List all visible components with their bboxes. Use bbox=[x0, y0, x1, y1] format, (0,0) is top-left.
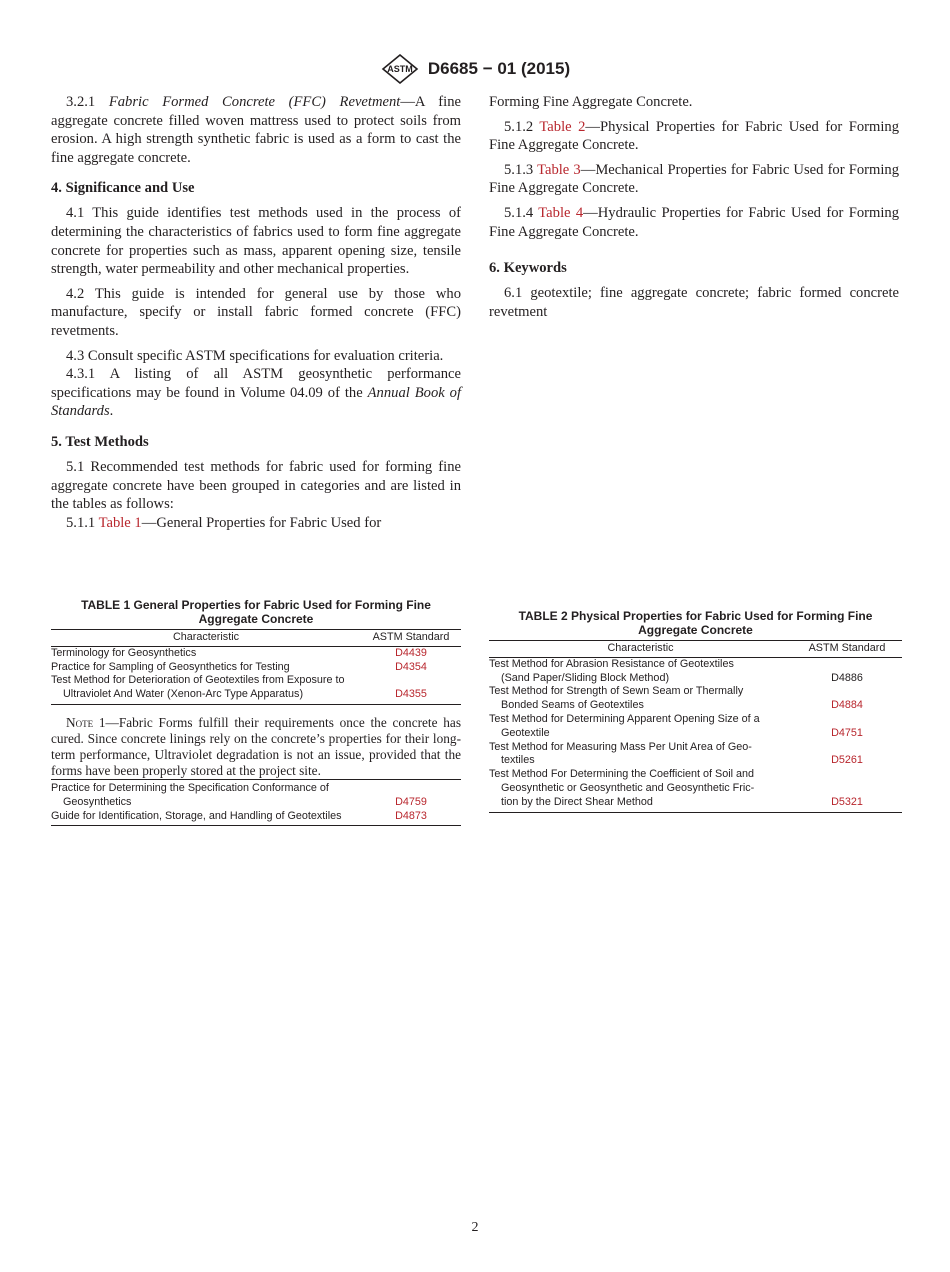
standard-link[interactable]: D4759 bbox=[361, 779, 461, 809]
paragraph-6-1: 6.1 geotextile; fine aggregate concrete; fabric formed concrete revetment bbox=[489, 285, 899, 320]
table-row: Test Method For Determining the Coefficient of Soil and Geosynthetic or Geosynthetic and Geosynthetic Fric- tion by the Direct Shear Method D5321 bbox=[489, 768, 902, 812]
standard-link[interactable]: D4884 bbox=[831, 699, 863, 712]
right-column bbox=[489, 93, 899, 321]
table-row: Test Method for Abrasion Resistance of Geotextiles (Sand Paper/Sliding Block Method) D4886 bbox=[489, 657, 902, 685]
standard-link[interactable]: D4751 bbox=[831, 726, 863, 739]
paragraph-5-1-1: 5.1.1 Table 1—General Properties for Fabric Used for bbox=[66, 514, 382, 531]
document-designation: D6685 − 01 (2015) bbox=[427, 59, 571, 78]
paragraph-5-1-1-continued: Forming Fine Aggregate Concrete. bbox=[489, 94, 693, 110]
section-4-heading: 4. Significance and Use bbox=[51, 180, 195, 197]
paragraph-4-3: 4.3 Consult specific ASTM specifications for evaluation criteria. bbox=[66, 347, 444, 364]
page-number: 2 bbox=[471, 1220, 479, 1235]
table-1-link[interactable]: Table 1 bbox=[98, 514, 142, 531]
table-1-grid-continued bbox=[51, 779, 461, 826]
table-1-grid bbox=[51, 629, 461, 705]
standard-text: D4886 bbox=[831, 671, 863, 684]
table-2-link[interactable]: Table 2 bbox=[539, 118, 586, 135]
standard-link[interactable]: D4355 bbox=[361, 674, 461, 704]
table-1-caption: TABLE 1 General Properties for Fabric Used for Forming Fine Aggregate Concrete bbox=[81, 598, 431, 626]
paragraph-4-2: 4.2 This guide is intended for general use by those who manufacture, specify or install fabric formed concrete (FFC) revetments. bbox=[51, 285, 461, 339]
section-6-heading: 6. Keywords bbox=[489, 260, 567, 277]
table-row: Practice for Sampling of Geosynthetics for Testing D4354 bbox=[51, 661, 461, 675]
standard-link[interactable]: D4439 bbox=[395, 646, 427, 659]
paragraph-5-1: 5.1 Recommended test methods for fabric used for forming fine aggregate concrete have been grouped in categories and are listed in the tables as follows: bbox=[51, 458, 461, 513]
table-row: Test Method for Deterioration of Geotextiles from Exposure to Ultraviolet And Water (Xenon-Arc Type Apparatus) D4355 bbox=[51, 674, 461, 704]
paragraph-5-1-2: 5.1.2 Table 2—Physical Properties for Fabric Used for Forming Fine Aggregate Concrete. bbox=[489, 118, 899, 154]
table-2-header-characteristic: Characteristic bbox=[489, 641, 792, 658]
paragraph-3-2-1: 3.2.1 Fabric Formed Concrete (FFC) Revetment—A fine aggregate concrete filled woven mattress used to protect soils from erosion. A high strength synthetic fabric is used as a form to cast the fine aggregate concrete. bbox=[51, 94, 461, 166]
table-2 bbox=[489, 609, 902, 813]
page-header bbox=[0, 54, 950, 84]
table-1 bbox=[51, 598, 461, 826]
paragraph-5-1-3: 5.1.3 Table 3—Mechanical Properties for Fabric Used for Forming Fine Aggregate Concrete. bbox=[489, 161, 900, 197]
standard-link[interactable]: D4873 bbox=[361, 810, 461, 826]
table-1-note: Note 1—Fabric Forms fulfill their requirements once the concrete has cured. Since concrete linings rely on the concrete’s properties for their long-term performance, Ultraviolet degradation is not an issue, provided that the forms have been properly stored at the project site. bbox=[51, 714, 462, 778]
table-4-link[interactable]: Table 4 bbox=[538, 204, 584, 221]
paragraph-4-1: 4.1 This guide identifies test methods used in the process of determining the characteristics of fabrics used to form fine aggregate concrete for properties such as mass, apparent opening size, tensile strength, water permeability and other mechanical properties. bbox=[51, 205, 461, 278]
table-3-link[interactable]: Table 3 bbox=[537, 161, 581, 178]
table-row: Guide for Identification, Storage, and Handling of Geotextiles D4873 bbox=[51, 810, 461, 826]
astm-logo-icon bbox=[380, 54, 420, 84]
table-row: Practice for Determining the Specification Conformance of Geosynthetics D4759 bbox=[51, 779, 461, 809]
table-row: Test Method for Strength of Sewn Seam or Thermally Bonded Seams of Geotextiles D4884 bbox=[489, 685, 902, 713]
table-row: Test Method for Measuring Mass Per Unit Area of Geo- textiles D5261 bbox=[489, 741, 902, 769]
svg-text:ASTM: ASTM bbox=[387, 64, 413, 74]
table-2-header-standard: ASTM Standard bbox=[792, 641, 902, 658]
standard-link[interactable]: D4354 bbox=[395, 660, 427, 673]
table-1-header-standard: ASTM Standard bbox=[361, 630, 461, 647]
table-1-header-characteristic: Characteristic bbox=[51, 630, 361, 647]
standard-link[interactable]: D5261 bbox=[831, 754, 863, 767]
table-2-grid bbox=[489, 640, 902, 813]
table-row: Terminology for Geosynthetics D4439 bbox=[51, 646, 461, 660]
section-5-heading: 5. Test Methods bbox=[51, 433, 149, 450]
standard-link[interactable]: D5321 bbox=[792, 768, 902, 812]
table-row: Test Method for Determining Apparent Opening Size of a Geotextile D4751 bbox=[489, 713, 902, 741]
paragraph-4-3-1: 4.3.1 A listing of all ASTM geosynthetic performance specifications may be found in Volume 04.09 of the Annual Book of Standards. bbox=[51, 366, 461, 420]
left-column bbox=[51, 93, 461, 532]
paragraph-5-1-4: 5.1.4 Table 4—Hydraulic Properties for Fabric Used for Forming Fine Aggregate Concrete. bbox=[489, 204, 899, 240]
table-2-caption: TABLE 2 Physical Properties for Fabric Used for Forming Fine Aggregate Concrete bbox=[518, 609, 873, 637]
